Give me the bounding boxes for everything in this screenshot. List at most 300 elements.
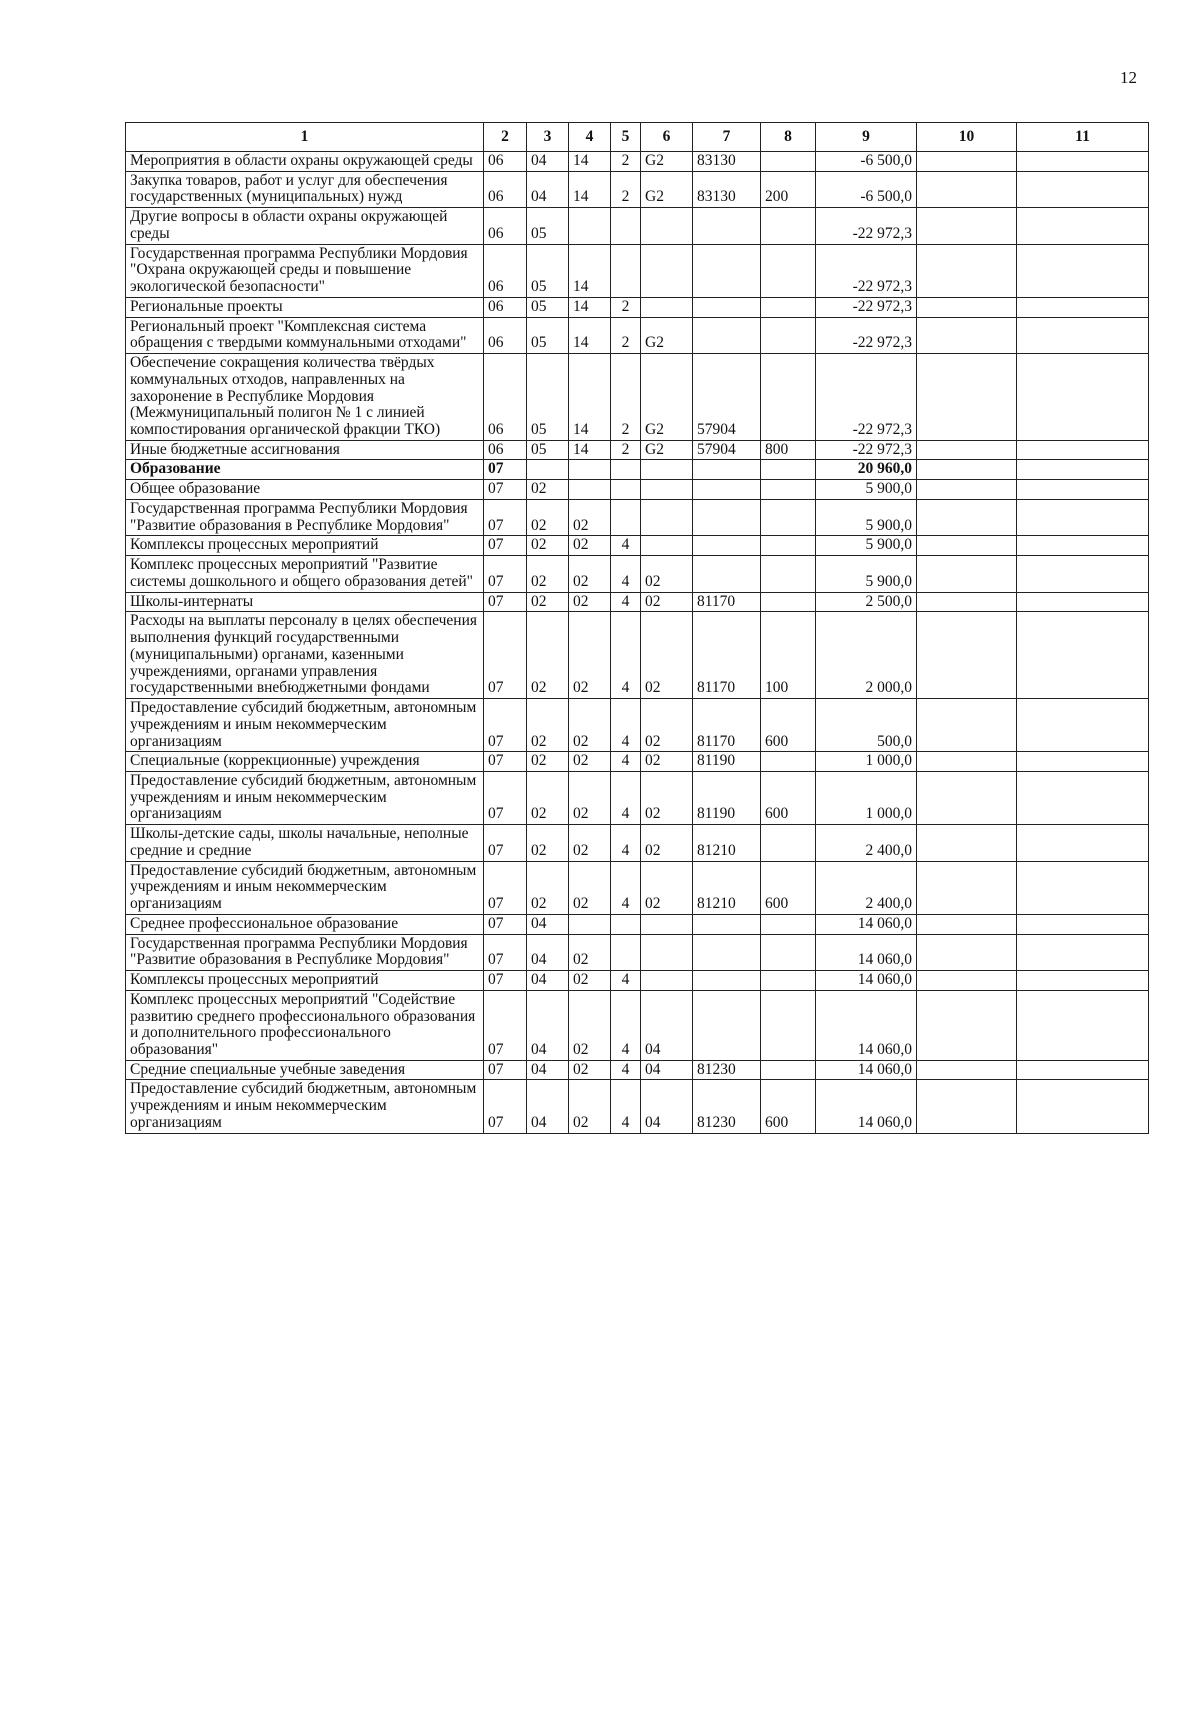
cell-expense-type <box>761 244 816 297</box>
cell-subprogram: 4 <box>611 536 641 556</box>
cell-name: Комплексы процессных мероприятий <box>126 536 484 556</box>
cell-direction <box>693 208 761 244</box>
cell-subprogram: 2 <box>611 152 641 172</box>
cell-program: 02 <box>569 612 611 699</box>
cell-amount: 1 000,0 <box>816 771 917 824</box>
cell-col11 <box>1017 244 1149 297</box>
table-row <box>126 460 1149 480</box>
cell-col11 <box>1017 460 1149 480</box>
cell-amount: 1 000,0 <box>816 752 917 772</box>
cell-col10 <box>917 1060 1017 1080</box>
cell-expense-type <box>761 297 816 317</box>
cell-project <box>641 208 693 244</box>
column-header: 3 <box>527 123 569 152</box>
cell-col11 <box>1017 440 1149 460</box>
cell-subsection: 05 <box>527 244 569 297</box>
cell-direction <box>693 971 761 991</box>
cell-col10 <box>917 592 1017 612</box>
cell-project: 02 <box>641 612 693 699</box>
cell-section: 07 <box>484 460 527 480</box>
cell-subsection: 02 <box>527 612 569 699</box>
cell-col10 <box>917 536 1017 556</box>
table-row <box>126 752 1149 772</box>
cell-col10 <box>917 990 1017 1060</box>
cell-subsection: 02 <box>527 861 569 914</box>
table-row <box>126 244 1149 297</box>
cell-name: Другие вопросы в области охраны окружающей среды <box>126 208 484 244</box>
cell-col11 <box>1017 699 1149 752</box>
cell-section: 07 <box>484 771 527 824</box>
cell-project <box>641 934 693 970</box>
cell-amount: 5 900,0 <box>816 536 917 556</box>
cell-name: Школы-интернаты <box>126 592 484 612</box>
cell-name: Комплекс процессных мероприятий "Содействие развитию среднего профессионального образования и дополнительного профессионального образования" <box>126 990 484 1060</box>
cell-expense-type <box>761 825 816 861</box>
cell-direction <box>693 914 761 934</box>
cell-section: 07 <box>484 914 527 934</box>
cell-program: 02 <box>569 861 611 914</box>
cell-program: 14 <box>569 171 611 207</box>
cell-program <box>569 914 611 934</box>
cell-subsection <box>527 460 569 480</box>
cell-expense-type <box>761 592 816 612</box>
cell-expense-type: 600 <box>761 771 816 824</box>
cell-section: 07 <box>484 1080 527 1133</box>
table-row <box>126 1080 1149 1133</box>
cell-name: Мероприятия в области охраны окружающей среды <box>126 152 484 172</box>
cell-amount: -22 972,3 <box>816 354 917 441</box>
cell-col11 <box>1017 556 1149 592</box>
cell-project <box>641 297 693 317</box>
cell-section: 07 <box>484 592 527 612</box>
cell-col11 <box>1017 317 1149 353</box>
cell-section: 07 <box>484 556 527 592</box>
cell-amount: 500,0 <box>816 699 917 752</box>
cell-subprogram <box>611 244 641 297</box>
cell-subsection: 02 <box>527 771 569 824</box>
cell-amount: -22 972,3 <box>816 244 917 297</box>
cell-subsection: 04 <box>527 171 569 207</box>
cell-program: 02 <box>569 556 611 592</box>
cell-col10 <box>917 244 1017 297</box>
table-row <box>126 699 1149 752</box>
cell-subsection: 04 <box>527 1060 569 1080</box>
cell-subprogram: 4 <box>611 1080 641 1133</box>
cell-col11 <box>1017 934 1149 970</box>
cell-program: 02 <box>569 971 611 991</box>
cell-amount: 2 400,0 <box>816 861 917 914</box>
cell-direction <box>693 990 761 1060</box>
cell-subsection: 05 <box>527 354 569 441</box>
cell-subprogram: 4 <box>611 699 641 752</box>
cell-col11 <box>1017 971 1149 991</box>
table-body <box>126 152 1149 1134</box>
cell-project: 02 <box>641 861 693 914</box>
cell-section: 07 <box>484 1060 527 1080</box>
cell-section: 07 <box>484 480 527 500</box>
cell-expense-type <box>761 317 816 353</box>
column-header: 10 <box>917 123 1017 152</box>
cell-subsection: 02 <box>527 499 569 535</box>
cell-name: Школы-детские сады, школы начальные, неполные средние и средние <box>126 825 484 861</box>
cell-subprogram <box>611 480 641 500</box>
column-header: 8 <box>761 123 816 152</box>
cell-section: 07 <box>484 699 527 752</box>
cell-subsection: 05 <box>527 440 569 460</box>
cell-col11 <box>1017 171 1149 207</box>
cell-expense-type <box>761 990 816 1060</box>
cell-direction: 81230 <box>693 1060 761 1080</box>
cell-direction: 57904 <box>693 440 761 460</box>
cell-direction: 81190 <box>693 771 761 824</box>
cell-subprogram: 4 <box>611 971 641 991</box>
cell-subprogram <box>611 934 641 970</box>
cell-expense-type <box>761 971 816 991</box>
cell-section: 07 <box>484 971 527 991</box>
cell-col11 <box>1017 499 1149 535</box>
cell-subprogram <box>611 208 641 244</box>
cell-direction: 81190 <box>693 752 761 772</box>
cell-direction <box>693 460 761 480</box>
cell-expense-type <box>761 354 816 441</box>
cell-amount: 2 400,0 <box>816 825 917 861</box>
cell-col10 <box>917 971 1017 991</box>
cell-col11 <box>1017 208 1149 244</box>
cell-program: 02 <box>569 699 611 752</box>
cell-subsection: 04 <box>527 914 569 934</box>
cell-amount: -6 500,0 <box>816 152 917 172</box>
cell-expense-type <box>761 752 816 772</box>
cell-expense-type <box>761 536 816 556</box>
cell-col10 <box>917 440 1017 460</box>
cell-name: Предоставление субсидий бюджетным, автономным учреждениям и иным некоммерческим организациям <box>126 771 484 824</box>
cell-expense-type: 600 <box>761 699 816 752</box>
cell-subsection: 02 <box>527 480 569 500</box>
table-row <box>126 971 1149 991</box>
cell-col11 <box>1017 1080 1149 1133</box>
cell-subprogram: 4 <box>611 592 641 612</box>
cell-section: 07 <box>484 861 527 914</box>
cell-direction: 83130 <box>693 152 761 172</box>
table-row <box>126 152 1149 172</box>
cell-project <box>641 244 693 297</box>
cell-project: 04 <box>641 1060 693 1080</box>
cell-section: 06 <box>484 297 527 317</box>
cell-col11 <box>1017 480 1149 500</box>
cell-direction <box>693 556 761 592</box>
cell-program: 14 <box>569 440 611 460</box>
cell-direction: 81210 <box>693 825 761 861</box>
column-header: 5 <box>611 123 641 152</box>
cell-col10 <box>917 934 1017 970</box>
cell-project: G2 <box>641 440 693 460</box>
cell-col11 <box>1017 612 1149 699</box>
cell-section: 07 <box>484 825 527 861</box>
cell-col11 <box>1017 825 1149 861</box>
cell-subprogram: 4 <box>611 990 641 1060</box>
cell-subsection: 02 <box>527 556 569 592</box>
cell-name: Комплекс процессных мероприятий "Развитие системы дошкольного и общего образования детей" <box>126 556 484 592</box>
cell-expense-type: 600 <box>761 861 816 914</box>
cell-subprogram <box>611 914 641 934</box>
header-row <box>126 123 1149 152</box>
cell-amount: 14 060,0 <box>816 1080 917 1133</box>
cell-program: 02 <box>569 499 611 535</box>
cell-project <box>641 536 693 556</box>
cell-subprogram: 4 <box>611 825 641 861</box>
cell-section: 07 <box>484 934 527 970</box>
cell-amount: 5 900,0 <box>816 556 917 592</box>
cell-amount: 20 960,0 <box>816 460 917 480</box>
cell-project <box>641 499 693 535</box>
cell-section: 07 <box>484 499 527 535</box>
table-row <box>126 861 1149 914</box>
cell-subsection: 05 <box>527 297 569 317</box>
cell-expense-type <box>761 152 816 172</box>
cell-subprogram <box>611 460 641 480</box>
cell-program <box>569 208 611 244</box>
column-header: 2 <box>484 123 527 152</box>
cell-direction: 81230 <box>693 1080 761 1133</box>
cell-expense-type <box>761 556 816 592</box>
cell-name: Государственная программа Республики Мордовия "Развитие образования в Республике Мордовия" <box>126 499 484 535</box>
cell-program: 02 <box>569 771 611 824</box>
cell-subsection: 04 <box>527 990 569 1060</box>
cell-col11 <box>1017 771 1149 824</box>
cell-col10 <box>917 556 1017 592</box>
cell-col10 <box>917 171 1017 207</box>
cell-col11 <box>1017 752 1149 772</box>
cell-section: 07 <box>484 990 527 1060</box>
cell-expense-type <box>761 460 816 480</box>
table-row <box>126 934 1149 970</box>
cell-col11 <box>1017 990 1149 1060</box>
cell-amount: 5 900,0 <box>816 480 917 500</box>
cell-expense-type: 600 <box>761 1080 816 1133</box>
cell-col11 <box>1017 592 1149 612</box>
table-row <box>126 592 1149 612</box>
table-row <box>126 480 1149 500</box>
cell-program: 02 <box>569 752 611 772</box>
cell-subprogram: 2 <box>611 440 641 460</box>
cell-section: 06 <box>484 317 527 353</box>
cell-section: 07 <box>484 612 527 699</box>
cell-section: 06 <box>484 171 527 207</box>
table-row <box>126 914 1149 934</box>
cell-section: 06 <box>484 208 527 244</box>
cell-name: Обеспечение сокращения количества твёрдых коммунальных отходов, направленных на захоронение в Республике Мордовия (Межмуниципальный полигон № 1 с линией компостирования органической фракции ТКО) <box>126 354 484 441</box>
cell-name: Предоставление субсидий бюджетным, автономным учреждениям и иным некоммерческим организациям <box>126 861 484 914</box>
cell-direction <box>693 934 761 970</box>
cell-col10 <box>917 354 1017 441</box>
column-header: 1 <box>126 123 484 152</box>
cell-subprogram: 2 <box>611 317 641 353</box>
cell-col10 <box>917 699 1017 752</box>
cell-direction <box>693 297 761 317</box>
cell-project: G2 <box>641 152 693 172</box>
cell-subprogram: 4 <box>611 861 641 914</box>
cell-program: 14 <box>569 354 611 441</box>
cell-project <box>641 914 693 934</box>
cell-program: 02 <box>569 1080 611 1133</box>
cell-subprogram: 4 <box>611 1060 641 1080</box>
cell-program: 14 <box>569 297 611 317</box>
cell-direction <box>693 536 761 556</box>
cell-name: Региональные проекты <box>126 297 484 317</box>
cell-name: Предоставление субсидий бюджетным, автономным учреждениям и иным некоммерческим организациям <box>126 1080 484 1133</box>
cell-subprogram: 4 <box>611 612 641 699</box>
cell-direction: 81170 <box>693 612 761 699</box>
cell-subsection: 02 <box>527 592 569 612</box>
cell-col10 <box>917 1080 1017 1133</box>
cell-expense-type <box>761 208 816 244</box>
cell-program: 14 <box>569 244 611 297</box>
cell-project: 02 <box>641 592 693 612</box>
cell-expense-type <box>761 499 816 535</box>
cell-direction <box>693 499 761 535</box>
cell-program: 14 <box>569 152 611 172</box>
cell-amount: 14 060,0 <box>816 990 917 1060</box>
cell-subsection: 04 <box>527 1080 569 1133</box>
cell-subsection: 02 <box>527 536 569 556</box>
table-row <box>126 499 1149 535</box>
cell-amount: 14 060,0 <box>816 971 917 991</box>
cell-project: 04 <box>641 1080 693 1133</box>
cell-subprogram: 2 <box>611 297 641 317</box>
cell-amount: -22 972,3 <box>816 317 917 353</box>
table-row <box>126 990 1149 1060</box>
cell-direction <box>693 317 761 353</box>
cell-subsection: 04 <box>527 934 569 970</box>
cell-section: 06 <box>484 244 527 297</box>
table-row <box>126 354 1149 441</box>
cell-col11 <box>1017 914 1149 934</box>
cell-direction: 81170 <box>693 699 761 752</box>
cell-name: Государственная программа Республики Мордовия "Охрана окружающей среды и повышение экологической безопасности" <box>126 244 484 297</box>
cell-expense-type <box>761 914 816 934</box>
cell-subsection: 04 <box>527 152 569 172</box>
cell-project: G2 <box>641 171 693 207</box>
cell-section: 06 <box>484 354 527 441</box>
cell-project: 02 <box>641 556 693 592</box>
cell-direction <box>693 244 761 297</box>
cell-expense-type <box>761 934 816 970</box>
cell-col11 <box>1017 1060 1149 1080</box>
cell-col10 <box>917 752 1017 772</box>
cell-col10 <box>917 208 1017 244</box>
cell-amount: -22 972,3 <box>816 208 917 244</box>
cell-col10 <box>917 499 1017 535</box>
cell-expense-type: 800 <box>761 440 816 460</box>
cell-project: G2 <box>641 317 693 353</box>
cell-subprogram <box>611 499 641 535</box>
cell-subprogram: 2 <box>611 354 641 441</box>
cell-project: G2 <box>641 354 693 441</box>
cell-project: 02 <box>641 752 693 772</box>
budget-table <box>125 122 1149 1134</box>
cell-name: Комплексы процессных мероприятий <box>126 971 484 991</box>
cell-program: 02 <box>569 536 611 556</box>
cell-name: Специальные (коррекционные) учреждения <box>126 752 484 772</box>
cell-direction: 81170 <box>693 592 761 612</box>
cell-col11 <box>1017 152 1149 172</box>
table-row <box>126 171 1149 207</box>
cell-name: Образование <box>126 460 484 480</box>
cell-expense-type <box>761 480 816 500</box>
cell-subsection: 02 <box>527 752 569 772</box>
column-header: 9 <box>816 123 917 152</box>
cell-project: 04 <box>641 990 693 1060</box>
cell-name: Расходы на выплаты персоналу в целях обеспечения выполнения функций государственными (муниципальными) органами, казенными учреждениями, органами управления государственными внебюджетными фондами <box>126 612 484 699</box>
cell-direction: 57904 <box>693 354 761 441</box>
cell-direction: 83130 <box>693 171 761 207</box>
cell-section: 06 <box>484 440 527 460</box>
cell-amount: -22 972,3 <box>816 297 917 317</box>
cell-name: Средние специальные учебные заведения <box>126 1060 484 1080</box>
cell-section: 07 <box>484 752 527 772</box>
table-row <box>126 440 1149 460</box>
cell-direction: 81210 <box>693 861 761 914</box>
cell-expense-type: 200 <box>761 171 816 207</box>
cell-direction <box>693 480 761 500</box>
cell-col10 <box>917 317 1017 353</box>
cell-project <box>641 971 693 991</box>
cell-amount: 2 500,0 <box>816 592 917 612</box>
cell-program <box>569 460 611 480</box>
cell-col11 <box>1017 536 1149 556</box>
cell-col10 <box>917 771 1017 824</box>
cell-program <box>569 480 611 500</box>
table-row <box>126 208 1149 244</box>
cell-amount: 2 000,0 <box>816 612 917 699</box>
column-header: 11 <box>1017 123 1149 152</box>
table-row <box>126 556 1149 592</box>
cell-section: 06 <box>484 152 527 172</box>
cell-col10 <box>917 297 1017 317</box>
cell-project <box>641 460 693 480</box>
page-number: 12 <box>1120 68 1137 87</box>
cell-amount: 14 060,0 <box>816 1060 917 1080</box>
cell-col10 <box>917 861 1017 914</box>
cell-subprogram: 4 <box>611 771 641 824</box>
cell-project <box>641 480 693 500</box>
cell-program: 14 <box>569 317 611 353</box>
column-header: 6 <box>641 123 693 152</box>
cell-name: Среднее профессиональное образование <box>126 914 484 934</box>
cell-name: Иные бюджетные ассигнования <box>126 440 484 460</box>
cell-subprogram: 4 <box>611 752 641 772</box>
cell-subprogram: 2 <box>611 171 641 207</box>
cell-amount: -6 500,0 <box>816 171 917 207</box>
cell-name: Региональный проект "Комплексная система обращения с твердыми коммунальными отходами" <box>126 317 484 353</box>
cell-col11 <box>1017 297 1149 317</box>
cell-amount: 14 060,0 <box>816 934 917 970</box>
cell-subsection: 02 <box>527 699 569 752</box>
cell-subsection: 05 <box>527 317 569 353</box>
cell-section: 07 <box>484 536 527 556</box>
cell-subsection: 05 <box>527 208 569 244</box>
cell-program: 02 <box>569 990 611 1060</box>
table-row <box>126 771 1149 824</box>
cell-program: 02 <box>569 592 611 612</box>
table-row <box>126 1060 1149 1080</box>
cell-project: 02 <box>641 699 693 752</box>
cell-col10 <box>917 152 1017 172</box>
cell-expense-type <box>761 1060 816 1080</box>
cell-expense-type: 100 <box>761 612 816 699</box>
cell-subsection: 02 <box>527 825 569 861</box>
cell-col10 <box>917 914 1017 934</box>
